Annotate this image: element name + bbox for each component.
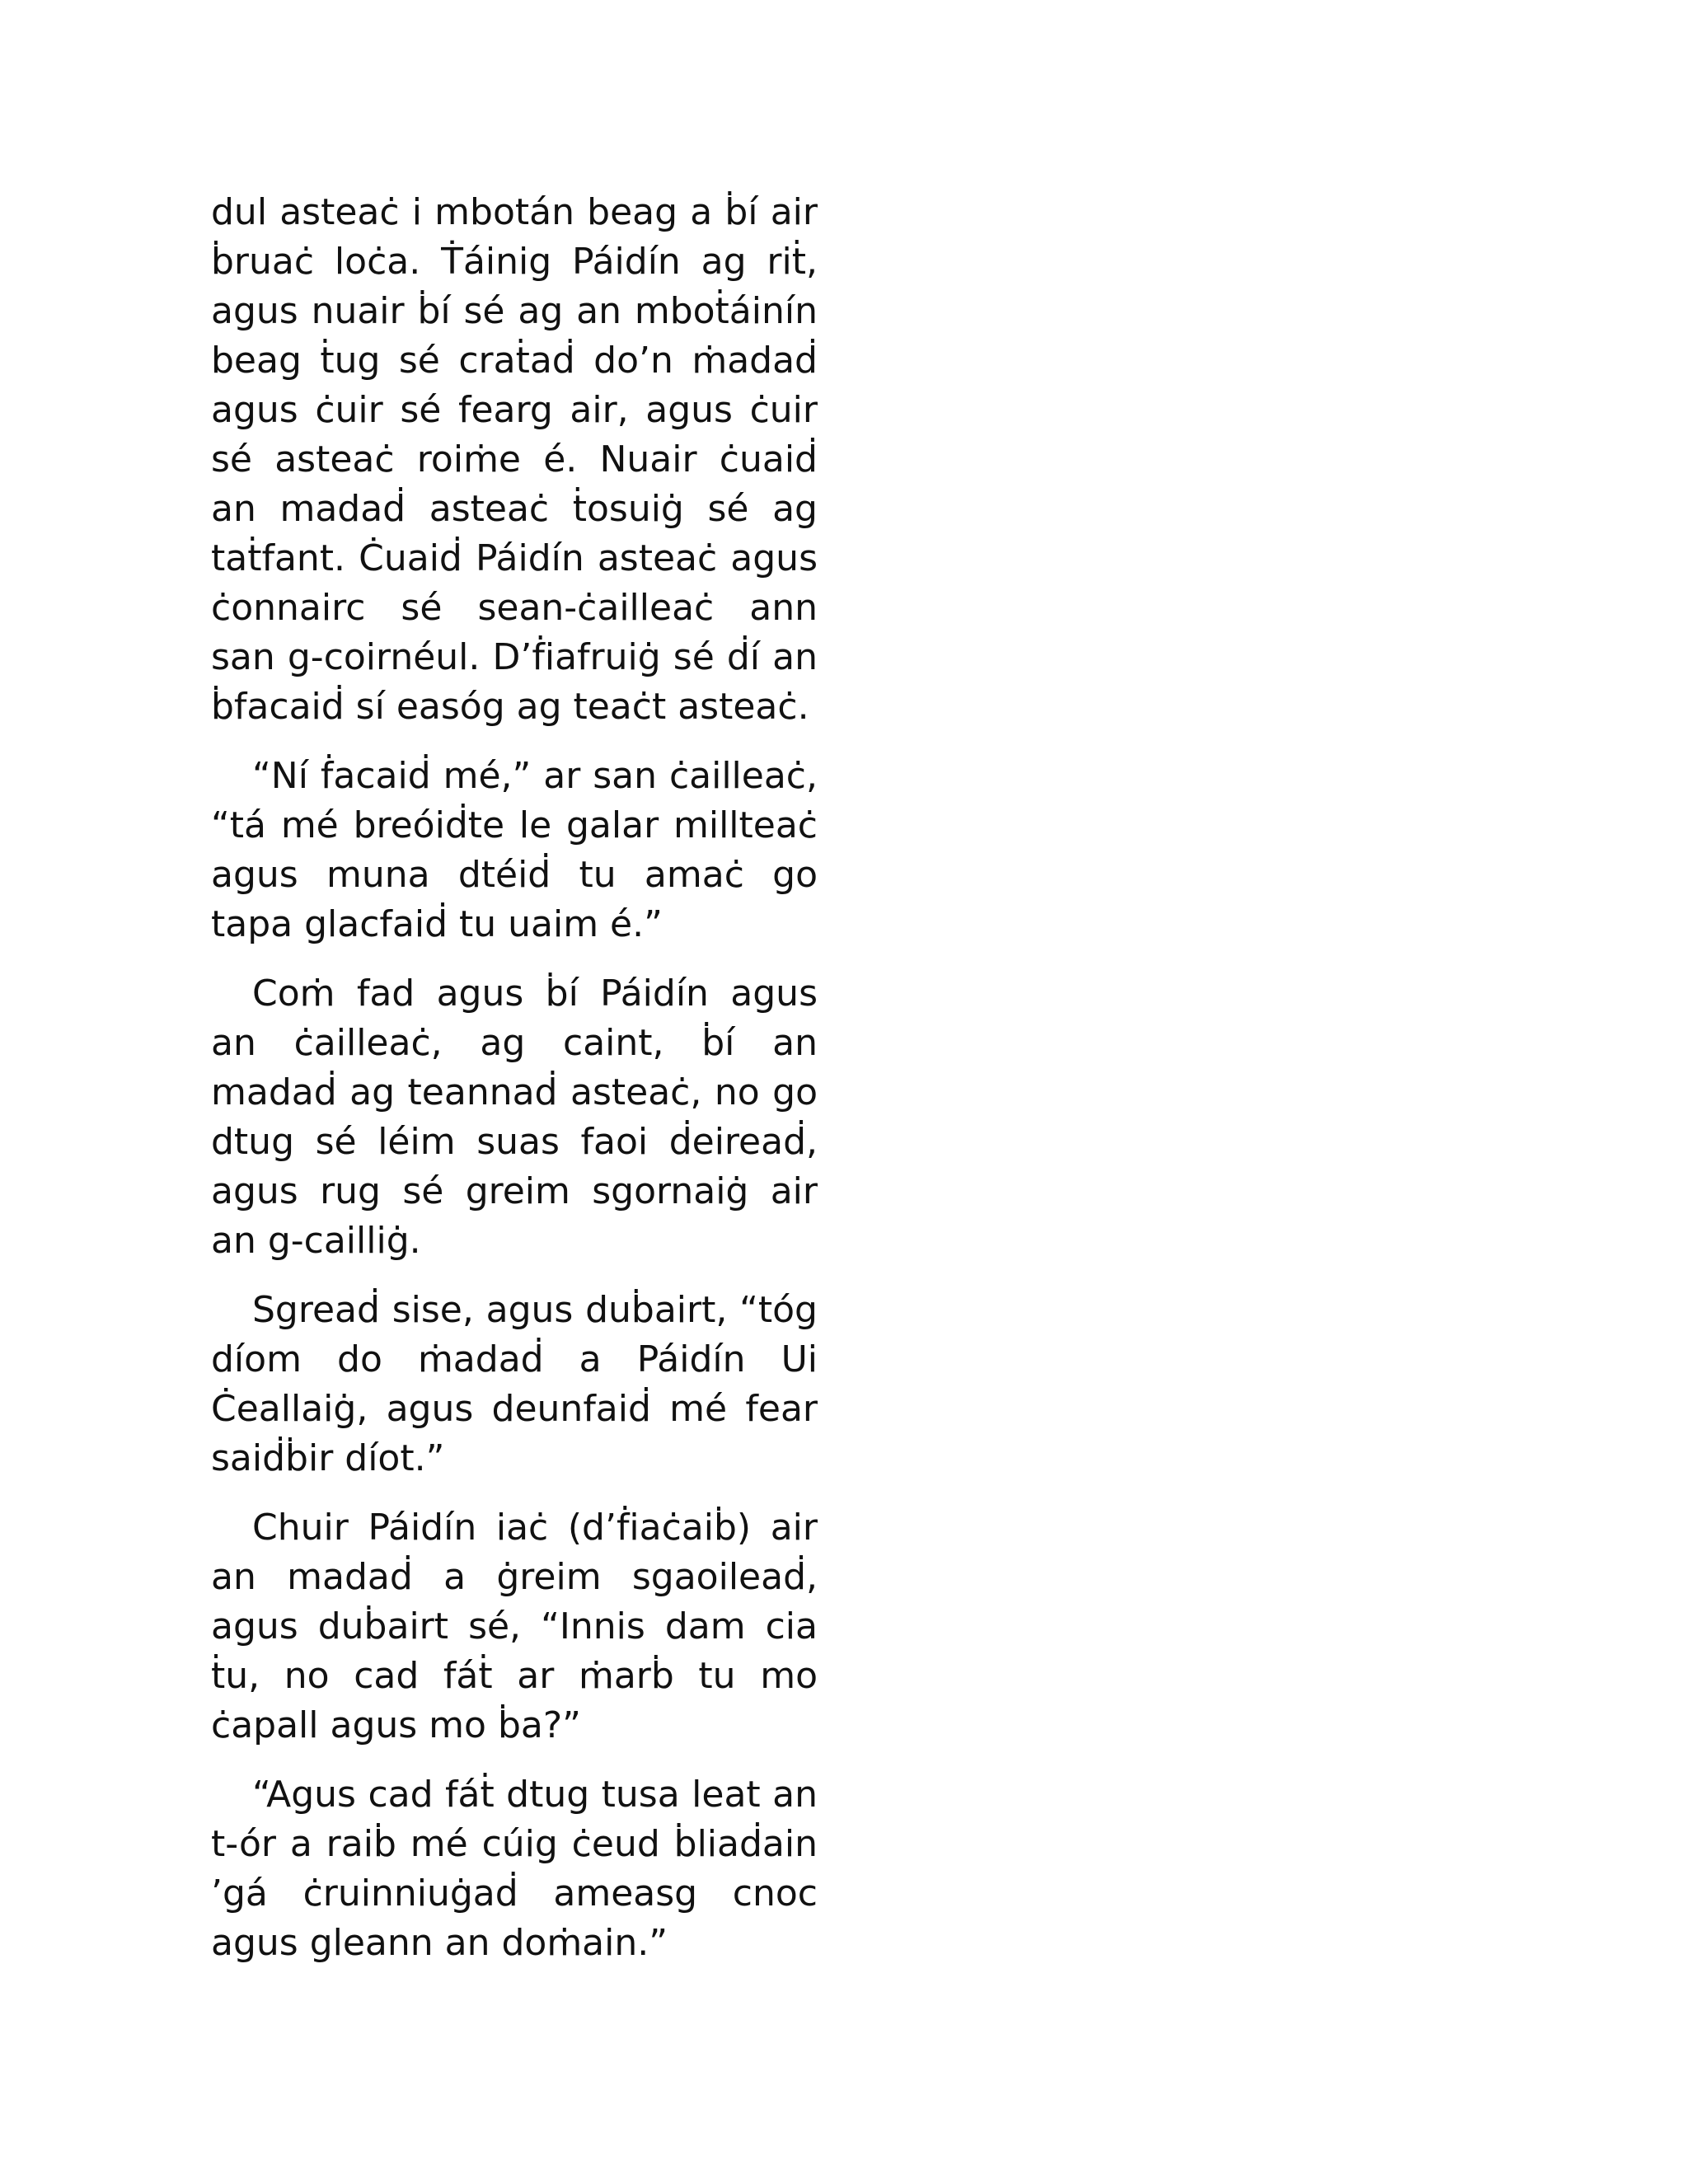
page-text-column <box>211 188 818 1988</box>
paragraph: Coṁ fad agus ḃí Páidín agus an ċailleaċ, ag caint, ḃí an madaḋ ag teannaḋ asteaċ, no go dtug sé léim suas faoi ḋeireaḋ, agus rug sé greim sgornaiġ air an g-cailliġ. <box>211 972 818 1262</box>
paragraph: “Ní ḟacaiḋ mé,” ar san ċailleaċ, “tá mé breóiḋte le galar millteaċ agus muna dtéiḋ tu amaċ go tapa glacfaiḋ tu uaim é.” <box>211 755 818 945</box>
paragraph: Chuir Páidín iaċ (d’ḟiaċaiḃ) air an madaḋ a ġreim sgaoileaḋ, agus duḃairt sé, “Innis dam cia ṫu, no cad fáṫ ar ṁarḃ tu mo ċapall agus mo ḃa?” <box>211 1507 818 1746</box>
paragraph-continuation: dul asteaċ i mbotán beag a ḃí air ḃruaċ loċa. Ṫáinig Páidín ag riṫ, agus nuair ḃí sé ag an mboṫáinín beag ṫug sé craṫaḋ do’n ṁadaḋ agus ċuir sé fearg air, agus ċuir sé asteaċ roiṁe é. Nuair ċuaiḋ an madaḋ asteaċ ṫosuiġ sé ag taṫfant. Ċuaiḋ Páidín asteaċ agus ċonnairc sé sean-ċailleaċ ann san g-coirnéul. D’ḟiafruiġ sé ḋí an ḃfacaiḋ sí easóg ag teaċt asteaċ. <box>211 191 818 728</box>
paragraph: “Agus cad fáṫ dtug tusa leat an t-ór a raiḃ mé cúig ċeud ḃliaḋain ’gá ċruinniuġaḋ ameasg cnoc agus gleann an doṁain.” <box>211 1774 818 1964</box>
paragraph: Sgreaḋ sise, agus duḃairt, “tóg díom do ṁadaḋ a Páidín Ui Ċeallaiġ, agus deunfaiḋ mé fear saiḋḃir díot.” <box>211 1289 818 1479</box>
